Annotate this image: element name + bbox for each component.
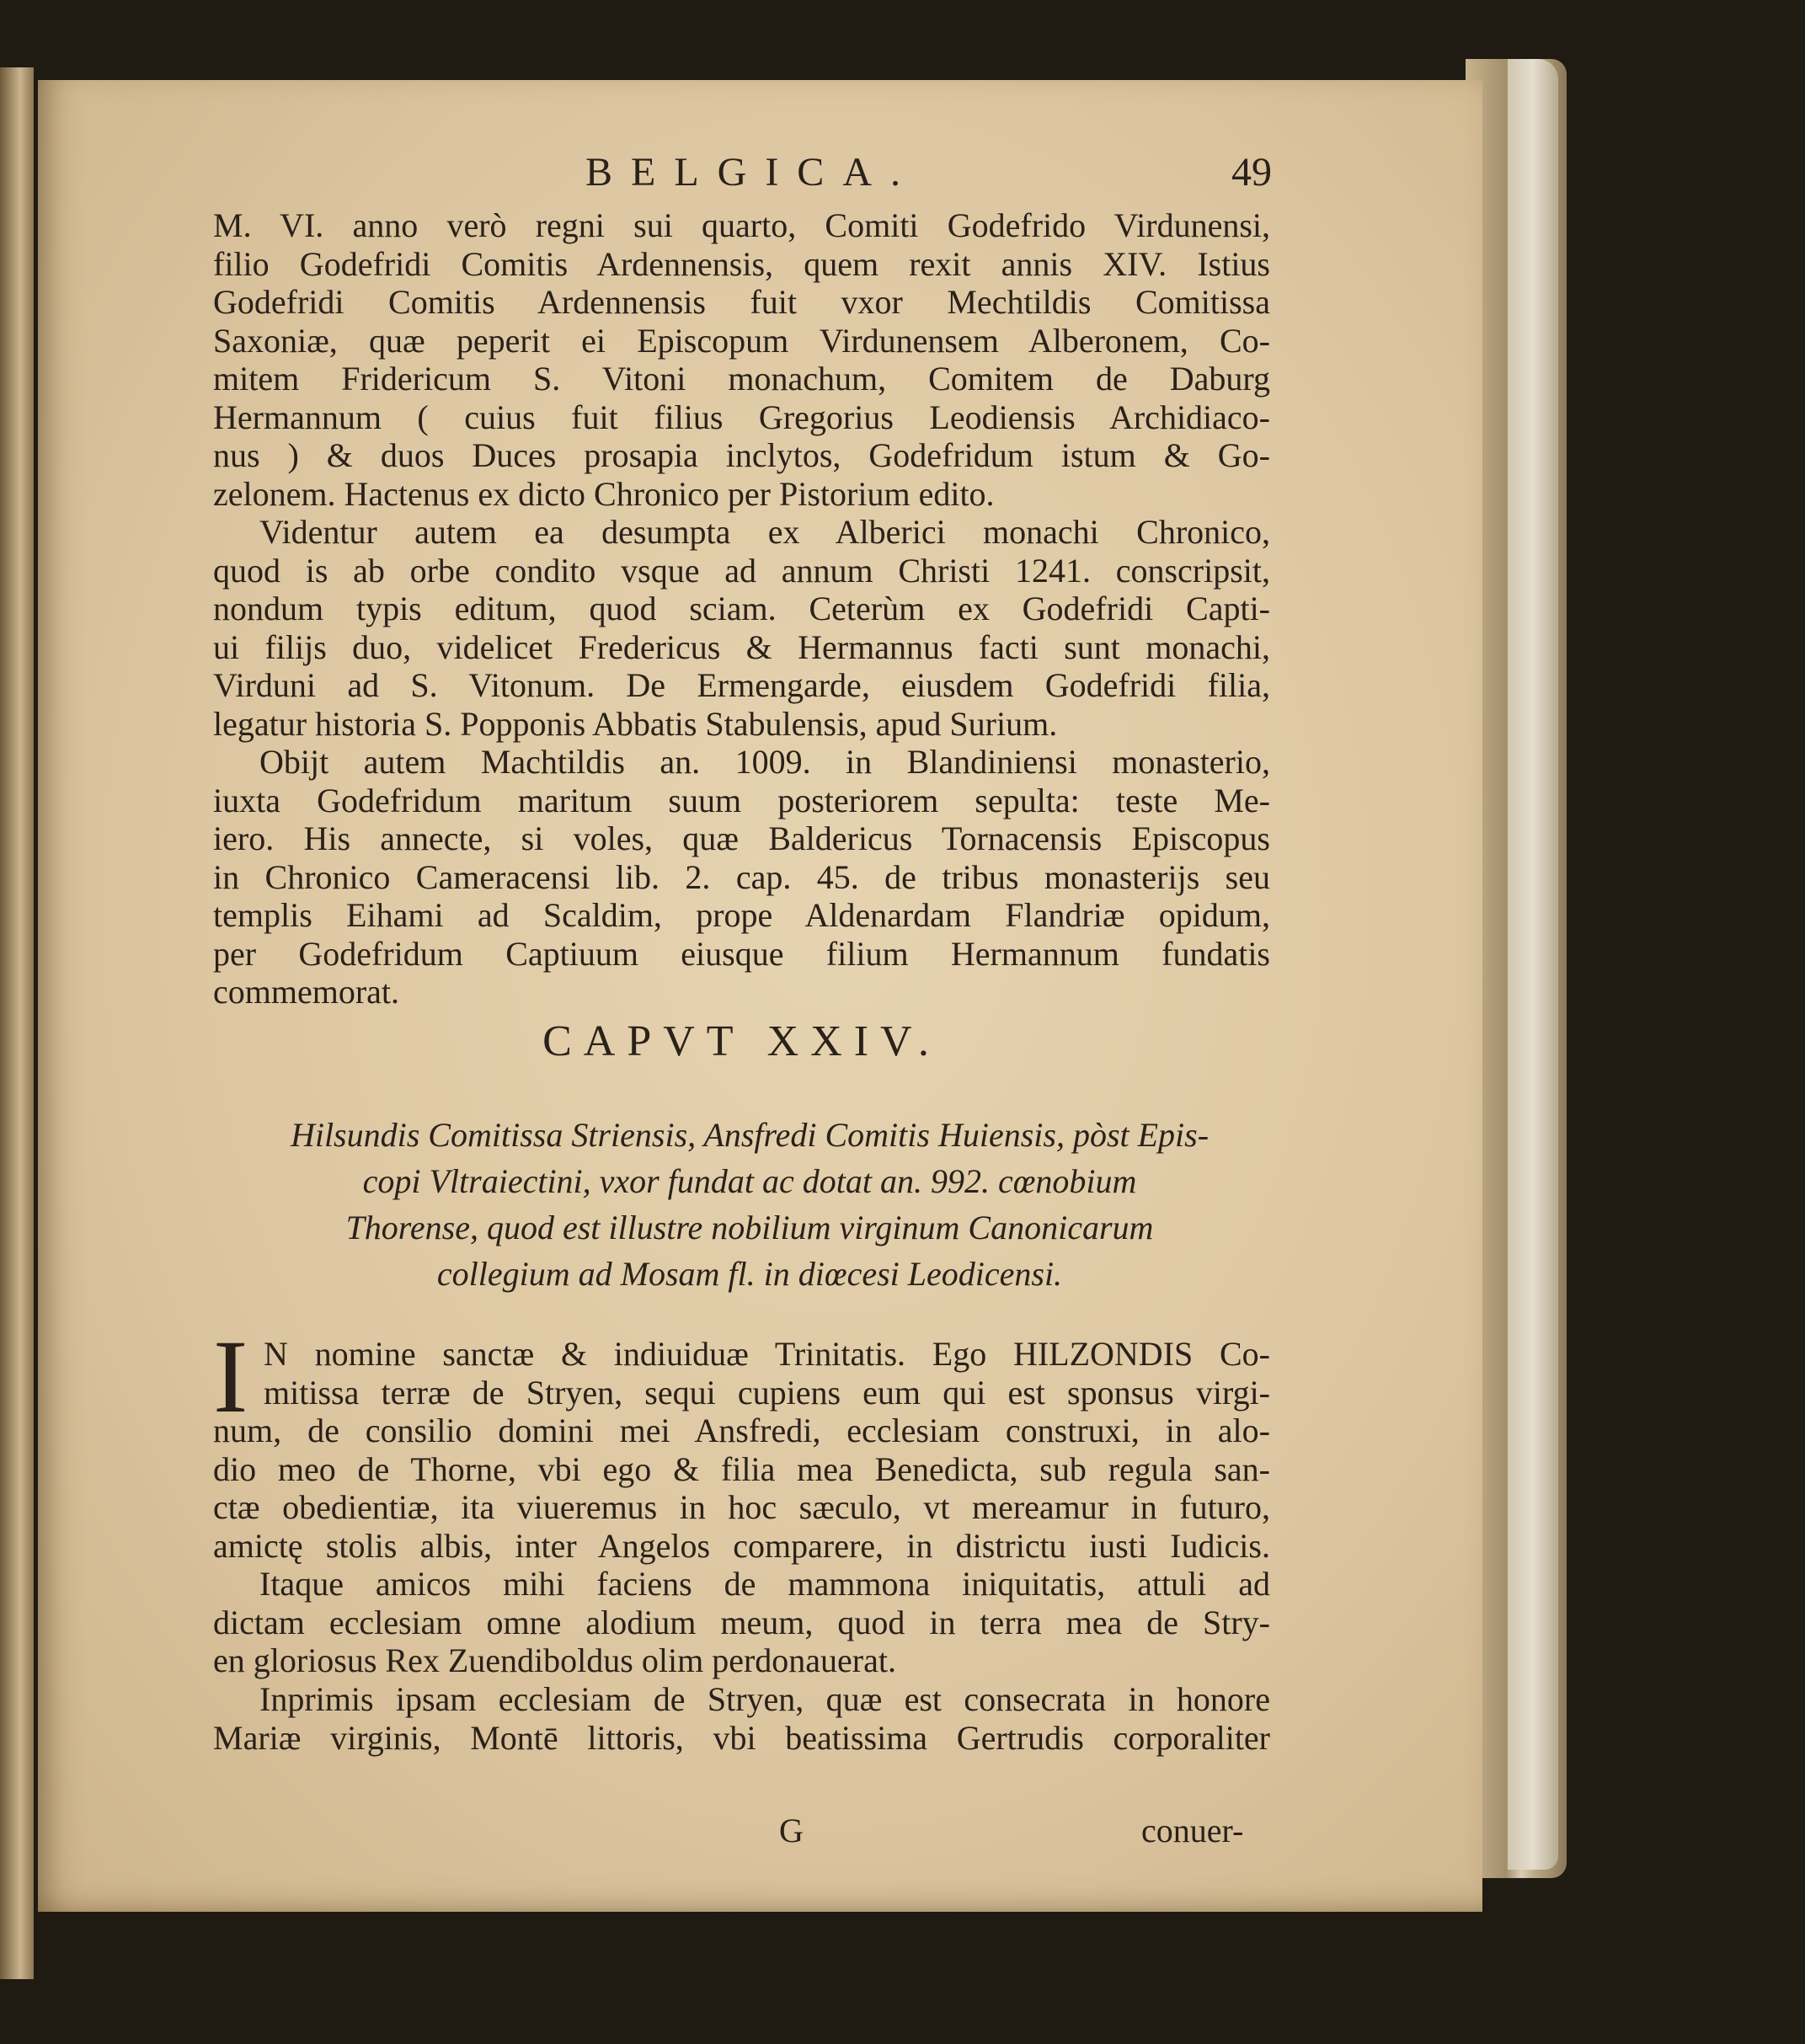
text-line: in Chronico Cameracensi lib. 2. cap. 45. de tribus monasterijs seu [213,857,1270,896]
paragraph-2 [213,513,1270,743]
text-line: Virduni ad S. Vitonum. De Ermengarde, eiusdem Godefridi filia, [213,666,1270,704]
text-line: dictam ecclesiam omne alodium meum, quod in terra mea de Stry- [213,1603,1270,1641]
page-number: 49 [1231,150,1272,195]
facing-page-edge [0,67,34,1979]
text-line: nus ) & duos Duces prosapia inclytos, Godefridum istum & Go- [213,436,1270,474]
text-line: mitissa terræ de Stryen, sequi cupiens eum qui est sponsus virgi- [264,1373,1270,1412]
text-line: mitem Fridericum S. Vitoni monachum, Comitem de Daburg [213,360,1270,398]
text-line: iero. His annecte, si voles, quæ Baldericus Tornacensis Episcopus [213,819,1270,857]
running-header [215,149,1272,200]
signature-mark: G [779,1812,804,1849]
text-line: Saxoniæ, quæ peperit ei Episcopum Virdunensem Alberonem, Co- [213,321,1270,360]
text-line: templis Eihami ad Scaldim, prope Aldenardam Flandriæ opidum, [213,896,1270,934]
text-line: nondum typis editum, quod sciam. Ceterùm ex Godefridi Capti- [213,590,1270,627]
chapter-heading: CAPVT XXIV. [542,1017,941,1065]
text-line: en gloriosus Rex Zuendiboldus olim perdonauerat. [213,1641,896,1679]
vellum-binding-edge [1508,59,1558,1870]
text-line: M. VI. anno verò regni sui quarto, Comiti Godefrido Virdunensi, [213,206,1270,244]
paragraph-1 [213,206,1270,513]
text-line: Hermannum ( cuius fuit filius Gregorius Leodiensis Archidiaco- [213,398,1270,436]
summary-line: collegium ad Mosam fl. in diœcesi Leodicensi. [436,1255,1063,1293]
text-line: Itaque amicos mihi faciens de mammona iniquitatis, attuli ad [259,1565,1270,1603]
text-line: quod is ab orbe condito vsque ad annum Christi 1241. conscripsit, [213,551,1270,590]
text-line: ctæ obedientiæ, ita viueremus in hoc sæculo, vt mereamur in futuro, [213,1488,1270,1526]
text-line: ui filijs duo, videlicet Fredericus & Hermannus facti sunt monachi, [213,627,1270,666]
text-line: dio meo de Thorne, vbi ego & filia mea Benedicta, sub regula san- [213,1449,1270,1488]
text-line: commemorat. [213,973,400,1011]
chapter-summary [232,1112,1268,1297]
summary-line: copi Vltraiectini, vxor fundat ac dotat an. 992. cœnobium [362,1162,1137,1200]
charter-opening [264,1335,1270,1412]
charter-paragraph-3 [213,1680,1270,1757]
paragraph-3 [213,743,1270,1011]
book-page [38,80,1482,1912]
summary-line: Thorense, quod est illustre nobilium virginum Canonicarum [345,1209,1154,1246]
text-line: legatur historia S. Popponis Abbatis Stabulensis, apud Surium. [213,704,1058,743]
catchword: conuer- [1141,1812,1244,1849]
charter-paragraph-2 [213,1565,1270,1680]
text-line: Godefridi Comitis Ardennensis fuit vxor Mechtildis Comitissa [213,283,1270,321]
text-line: Mariæ virginis, Montē littoris, vbi beatissima Gertrudis corporaliter [213,1718,1270,1757]
text-line: num, de consilio domini mei Ansfredi, ecclesiam construxi, in alo- [213,1412,1270,1449]
charter-paragraph-1 [213,1412,1270,1565]
text-line: filio Godefridi Comitis Ardennensis, quem rexit annis XIV. Istius [213,244,1270,283]
summary-line: Hilsundis Comitissa Striensis, Ansfredi Comitis Huiensis, pòst Epis- [290,1116,1210,1154]
text-line: zelonem. Hactenus ex dicto Chronico per Pistorium edito. [213,474,995,513]
text-line: amictę stolis albis, inter Angelos comparere, in districtu iusti Iudicis. [213,1526,1270,1565]
text-line: per Godefridum Captiuum eiusque filium Hermannum fundatis [213,934,1270,973]
text-line: Obijt autem Machtildis an. 1009. in Blandiniensi monasterio, [259,743,1270,781]
text-line: iuxta Godefridum maritum suum posteriorem sepulta: teste Me- [213,781,1270,819]
text-line: Videntur autem ea desumpta ex Alberici monachi Chronico, [259,513,1270,551]
text-line: N nomine sanctæ & indiuiduæ Trinitatis. Ego HILZONDIS Co- [264,1335,1270,1373]
text-line: Inprimis ipsam ecclesiam de Stryen, quæ est consecrata in honore [259,1680,1270,1718]
drop-cap: I [213,1319,248,1434]
running-title: BELGICA. [585,150,919,195]
